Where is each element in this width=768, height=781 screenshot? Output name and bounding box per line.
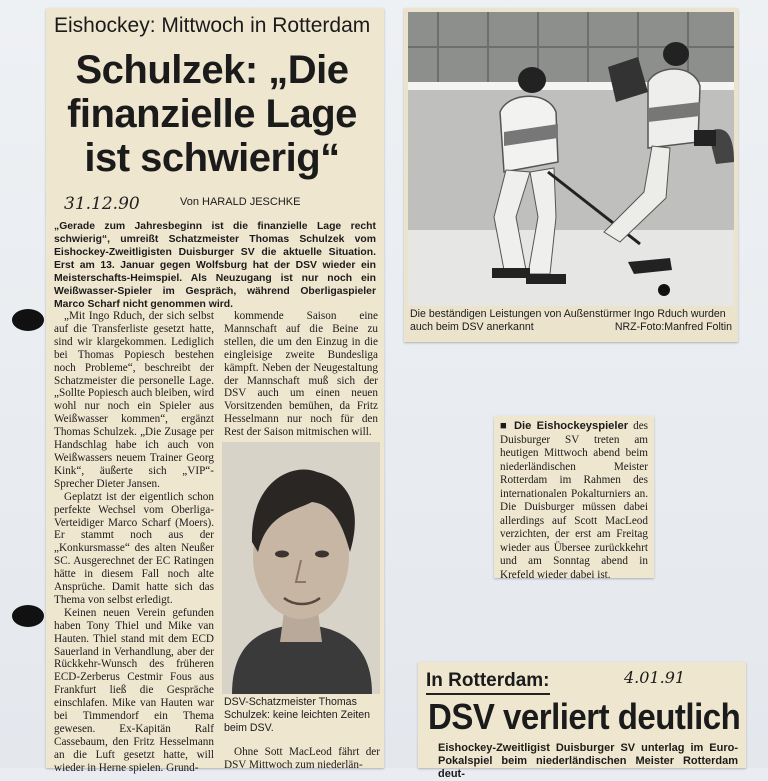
byline: Von HARALD JESCHKE <box>180 196 301 208</box>
bottom-handwritten-date: 4.01.91 <box>624 668 686 687</box>
photo-credit: NRZ-Foto:Manfred Foltin <box>614 321 732 333</box>
photo-caption-text: Die beständigen Leistungen von Außenstürmer Ingo Rduch wurden auch beim DSV anerkannt <box>410 308 726 333</box>
paragraph: Geplatzt ist der eigentlich schon perfekte Wechsel vom Oberliga-Verteidiger Marco Scharf (Moers). Er stammt noch aus der „Konkursmasse“ des alten Neußer SC. Ausgerechnet der EC Ratingen hätte in diesem Fall noch alte Ansprüche. Damit hatte sich das Thema von selbst erledigt. <box>54 490 214 606</box>
headline-line-1: Schulzek: „Die <box>75 48 349 92</box>
article-headline <box>46 48 378 180</box>
note-clipping <box>494 416 654 581</box>
portrait-photo <box>222 442 380 694</box>
punch-hole-bottom <box>12 605 44 627</box>
article-column-2 <box>224 310 378 439</box>
article-lead: „Gerade zum Jahresbeginn ist die finanzielle Lage recht schwierig“, umreißt Schatzmeister Thomas Schulzek vom Eishockey-Zweitligisten Duisburger SV die aktuelle Situation. Erst am 13. Januar gegen Wolfsburg hat der DSV wieder ein Meisterschafts-Heimspiel. Als Neuzugang ist nur noch ein Weißwasser-Spieler im Gespräch, während Oberligaspieler Marco Scharf nicht genommen wird. <box>54 221 376 310</box>
bottom-headline: DSV verliert deutlich <box>428 696 741 737</box>
paragraph: Ohne Sott MacLeod fährt der DSV Mittwoch zum niederlän- <box>224 746 380 771</box>
note-bold-lead: Die Eishockeyspieler <box>513 420 629 432</box>
bottom-kicker: In Rotterdam: <box>426 670 550 695</box>
paragraph: Keinen neuen Verein gefunden haben Tony Thiel und Mike van Hauten. Thiel stand mit dem ECD Sauerland in Verhandlung, aber der Rückkehr-Wunsch des früheren ECD-Zerberus Cestmir Fous aus Frankfurt ließ die Gespräche einschlafen. Mike van Hauten war bei Timmendorf ein Thema gewesen. Ex-Kapitän Ralf Cassebaum, den Fritz Hesselmann an die Luft gesetzt hatte, will wieder in Herne spielen. Grund- <box>54 606 214 774</box>
article-column-1 <box>54 310 214 775</box>
paragraph: kommende Saison eine Mannschaft auf die Beine zu stellen, die um den Einzug in die eingleisige zweite Bundesliga kämpft. Neben der Neugestaltung der Mannschaft muß sich der DSV auch um einen neuen Vorsitzenden bemühen, da Fritz Hesselmann nur noch für den Rest der Saison mitmischen will. <box>224 310 378 439</box>
photo-clipping-rduch <box>404 8 738 342</box>
hockey-players-image <box>408 12 734 306</box>
article-column-2-continued <box>224 746 380 772</box>
portrait-caption: DSV-Schatzmeister Thomas Schulzek: keine leichten Zeiten beim DSV. <box>224 696 371 734</box>
portrait-image <box>222 442 380 694</box>
punch-hole-top <box>12 309 44 331</box>
handwritten-date: 31.12.90 <box>64 194 140 214</box>
article-clipping-rotterdam <box>418 662 746 780</box>
headline-line-2: finanzielle Lage <box>67 92 357 136</box>
article-kicker: Eishockey: Mittwoch in Rotterdam <box>54 14 371 37</box>
bottom-lead: Eishockey-Zweitligist Duisburger SV unterlag im Euro-Pokalspiel beim niederländischen Meister Rotterdam deut- <box>438 742 738 780</box>
paragraph: „Mit Ingo Rduch, der sich selbst auf die Transferliste gesetzt hatte, sind wir klargekommen. Lediglich bei Thomas Popiesch bestehen noch Probleme“, beschreibt der Schatzmeister die personelle Lage. „Sollte Popiesch auch bleiben, wird wohl nur noch ein Spieler aus Weißwasser kommen“, ergänzt Thomas Schulzek. „Die Zusage per Handschlag habe ich auch von Weißwassers neuem Trainer Georg Kink“, äußerte sich „VIP“-Sprecher Dieter Jansen. <box>54 310 215 490</box>
hockey-photo <box>408 12 734 306</box>
note-bullet: ■ <box>500 420 509 432</box>
note-text-block <box>500 420 648 582</box>
article-clipping-schulzek <box>46 8 384 774</box>
photo-caption <box>410 308 732 334</box>
headline-line-3: ist schwierig“ <box>84 136 340 180</box>
note-body: des Duisburger SV treten am heutigen Mittwoch abend beim niederländischen Meister Rotterdam im Rahmen des internationalen Pokalturniers an. Die Duisburger müssen dabei allerdings auf Scott MacLeod verzichten, der erst am Freitag wieder aus Übersee zurückkehrt und am Sonntag abend in Krefeld wieder dabei ist. <box>500 420 649 581</box>
